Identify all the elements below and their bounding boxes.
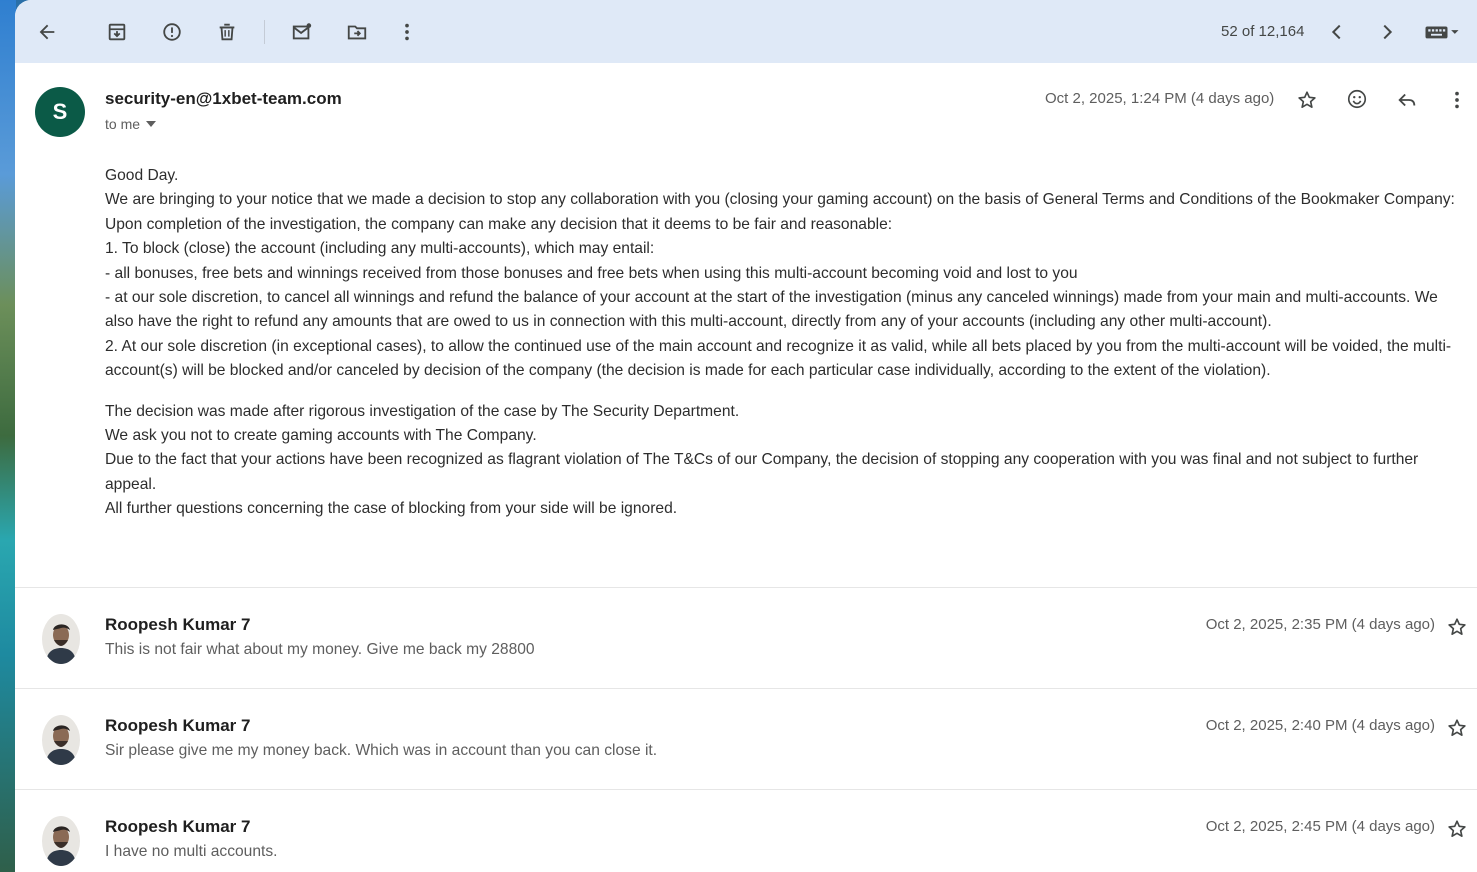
emoji-icon: [1346, 88, 1368, 110]
mark-unread-button[interactable]: [286, 16, 318, 48]
keyboard-icon: [1422, 21, 1462, 43]
collapsed-message[interactable]: [15, 790, 1477, 872]
star-icon: [1446, 717, 1468, 739]
pager-count: 52 of 12,164: [1221, 23, 1305, 40]
thread-toolbar: [15, 0, 1477, 63]
profile-photo-icon: [42, 715, 80, 765]
more-vert-icon: [1446, 89, 1468, 111]
star-button[interactable]: [1442, 612, 1472, 642]
caret-down-icon: [146, 121, 156, 127]
body-line: - all bonuses, free bets and winnings received from those bonuses and free bets when using this multi-account becoming void and lost to you: [105, 264, 1078, 282]
delete-button[interactable]: [211, 16, 243, 48]
star-icon: [1446, 818, 1468, 840]
reply-icon: [1396, 89, 1418, 111]
message-body: [105, 164, 1470, 522]
body-line: We ask you not to create gaming accounts with The Company.: [105, 427, 537, 445]
avatar[interactable]: [42, 816, 80, 866]
body-line: The decision was made after rigorous investigation of the case by The Security Department.: [105, 402, 740, 420]
move-to-button[interactable]: [341, 16, 373, 48]
chevron-right-icon: [1376, 21, 1398, 43]
body-line: We are bringing to your notice that we made a decision to stop any collaboration with you (closing your gaming account) on the basis of General Terms and Conditions of the Bookmaker Company:: [105, 191, 1455, 209]
message-date: Oct 2, 2025, 1:24 PM (4 days ago): [1045, 90, 1275, 107]
body-line: Upon completion of the investigation, the company can make any decision that it deems to be fair and reasonable:: [105, 215, 893, 233]
collapsed-message[interactable]: [15, 689, 1477, 789]
body-line: All further questions concerning the case of blocking from your side will be ignored.: [105, 500, 678, 518]
star-icon: [1446, 616, 1468, 638]
collapsed-message[interactable]: [15, 588, 1477, 688]
profile-photo-icon: [42, 816, 80, 866]
back-button[interactable]: [31, 16, 63, 48]
star-button[interactable]: [1442, 814, 1472, 844]
trash-icon: [216, 21, 238, 43]
reply-snippet: This is not fair what about my money. Give me back my 28800: [105, 641, 535, 658]
reply-button[interactable]: [1392, 85, 1422, 115]
star-button[interactable]: [1442, 713, 1472, 743]
thread-content: [15, 63, 1477, 872]
body-paragraph-1: [105, 164, 1470, 384]
mark-unread-icon: [291, 21, 313, 43]
reply-sender-name: Roopesh Kumar 7: [105, 716, 251, 735]
more-vert-icon: [396, 21, 418, 43]
reply-date: Oct 2, 2025, 2:40 PM (4 days ago): [1205, 717, 1435, 734]
body-paragraph-2: [105, 400, 1470, 522]
report-spam-button[interactable]: [156, 16, 188, 48]
older-button[interactable]: [1371, 16, 1403, 48]
sender-avatar[interactable]: S: [35, 87, 85, 137]
message-more-button[interactable]: [1442, 85, 1472, 115]
recipient-label: to me: [105, 116, 141, 132]
reply-date: Oct 2, 2025, 2:45 PM (4 days ago): [1205, 818, 1435, 835]
body-line: Good Day.: [105, 167, 179, 184]
body-line: Due to the fact that your actions have been recognized as flagrant violation of The T&Cs of our Company, the decision of stopping any cooperation with you was final and not subject to further appeal.: [105, 451, 1419, 493]
add-reaction-button[interactable]: [1342, 84, 1372, 114]
toolbar-divider: [264, 20, 265, 44]
email-thread-view: [15, 0, 1477, 872]
body-line: 1. To block (close) the account (including any multi-accounts), which may entail:: [105, 240, 655, 258]
more-actions-button[interactable]: [391, 16, 423, 48]
sender-email[interactable]: security-en@1xbet-team.com: [105, 89, 342, 108]
body-line: - at our sole discretion, to cancel all winnings and refund the balance of your account at the start of the investigation (minus any canceled winnings) made from your main and multi-accounts. We also have the right to refund any amounts that are owed to us in connection with this multi-account, directly from any of your accounts (including any other multi-account).: [105, 289, 1438, 331]
archive-icon: [106, 21, 128, 43]
profile-photo-icon: [42, 614, 80, 664]
reply-snippet: Sir please give me my money back. Which was in account than you can close it.: [105, 742, 658, 759]
body-line: 2. At our sole discretion (in exceptional cases), to allow the continued use of the main account and recognize it as valid, while all bets placed by you from the multi-account will be voided, the multi-account(s) will be blocked and/or canceled by decision of the company (the decision is made for each particular case individually, according to the extent of the violation).: [105, 337, 1452, 380]
move-to-folder-icon: [346, 21, 368, 43]
report-spam-icon: [161, 21, 183, 43]
star-button[interactable]: [1292, 85, 1322, 115]
reply-date: Oct 2, 2025, 2:35 PM (4 days ago): [1205, 616, 1435, 633]
avatar[interactable]: [42, 614, 80, 664]
newer-button[interactable]: [1321, 16, 1353, 48]
archive-button[interactable]: [101, 16, 133, 48]
reply-sender-name: Roopesh Kumar 7: [105, 817, 251, 836]
avatar[interactable]: [42, 715, 80, 765]
star-icon: [1296, 89, 1318, 111]
desktop-wallpaper: [0, 0, 16, 872]
reply-snippet: I have no multi accounts.: [105, 843, 278, 860]
reply-sender-name: Roopesh Kumar 7: [105, 615, 251, 634]
arrow-left-icon: [36, 21, 58, 43]
input-tools-button[interactable]: [1419, 16, 1465, 48]
chevron-left-icon: [1326, 21, 1348, 43]
recipient-details[interactable]: [105, 116, 156, 132]
